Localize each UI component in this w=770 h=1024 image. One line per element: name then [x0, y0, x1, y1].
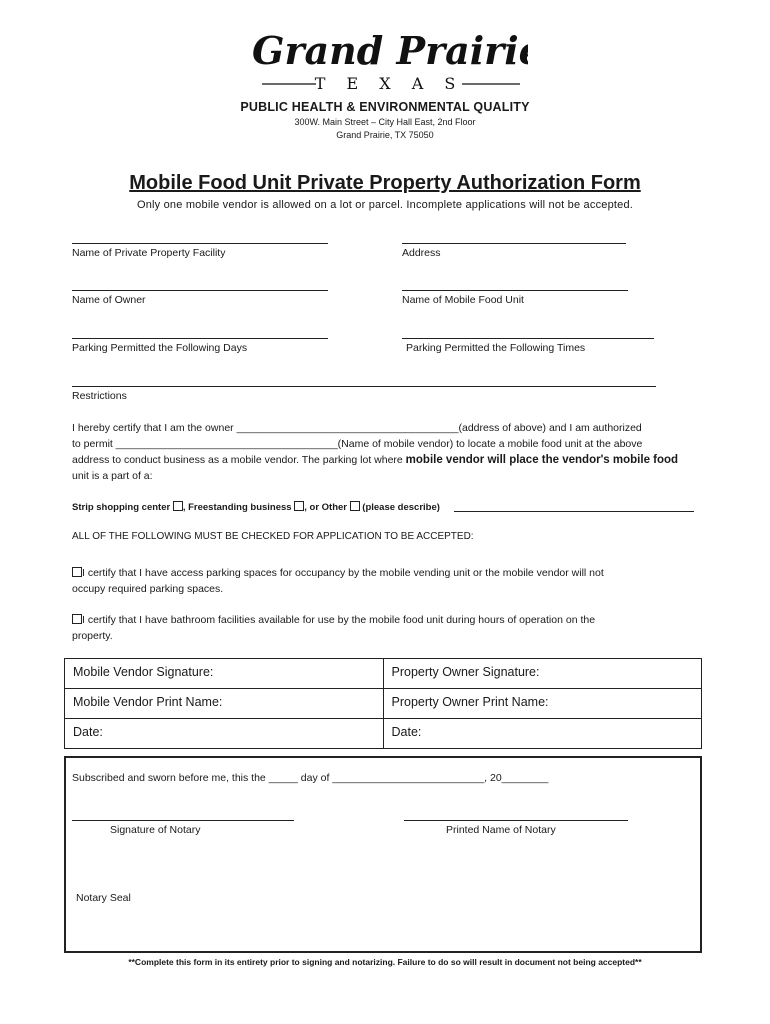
- logo-state: T E X A S: [314, 74, 464, 93]
- describe-label: (please describe): [362, 502, 440, 513]
- address-label: Address: [402, 247, 441, 259]
- facility-name-label: Name of Private Property Facility: [72, 247, 226, 259]
- freestanding-checkbox[interactable]: [294, 501, 304, 511]
- parking-days-label: Parking Permitted the Following Days: [72, 342, 248, 354]
- strip-center-label: Strip shopping center: [72, 502, 171, 513]
- bathroom-certification: [72, 612, 702, 644]
- owner-name-field[interactable]: [72, 290, 328, 291]
- other-label: or Other: [309, 502, 347, 513]
- bathroom-cert-line-2: property.: [72, 630, 113, 642]
- notary-signature-label: Signature of Notary: [110, 824, 201, 836]
- vendor-date-cell[interactable]: Date:: [65, 719, 384, 749]
- parking-days-field[interactable]: [72, 338, 328, 339]
- notary-signature-field[interactable]: [72, 820, 294, 821]
- notary-section: [64, 756, 702, 953]
- strip-center-checkbox[interactable]: [173, 501, 183, 511]
- parking-cert-line-2: occupy required parking spaces.: [72, 583, 224, 595]
- address-line-2: Grand Prairie, TX 75050: [336, 130, 434, 140]
- owner-print-name-cell[interactable]: Property Owner Print Name:: [383, 689, 702, 719]
- restrictions-field[interactable]: [72, 386, 656, 387]
- owner-name-label: Name of Owner: [72, 294, 146, 306]
- mobile-food-unit-field[interactable]: [402, 290, 628, 291]
- notary-printed-name-label: Printed Name of Notary: [446, 824, 556, 836]
- parking-times-label: Parking Permitted the Following Times: [406, 342, 586, 354]
- form-title: Mobile Food Unit Private Property Authorization Form: [129, 172, 641, 194]
- vendor-signature-cell[interactable]: Mobile Vendor Signature:: [65, 659, 384, 689]
- other-description-field[interactable]: [454, 511, 694, 512]
- bathroom-cert-line-1: I certify that I have bathroom facilities available for use by the mobile food unit during hours of operation on the: [82, 614, 596, 626]
- address-line-1: 300W. Main Street – City Hall East, 2nd Floor: [294, 117, 476, 127]
- certify-line-3: [72, 452, 702, 468]
- facility-name-field[interactable]: [72, 243, 328, 244]
- parking-certification: [72, 565, 702, 597]
- bathroom-checkbox[interactable]: [72, 614, 82, 624]
- notary-seal-label: Notary Seal: [76, 892, 131, 904]
- logo-wordmark: Grand Prairie: [252, 28, 528, 73]
- restrictions-label: Restrictions: [72, 390, 127, 402]
- agency-name: PUBLIC HEALTH & ENVIRONMENTAL QUALITY: [240, 100, 530, 114]
- certify-line-3-text: address to conduct business as a mobile vendor. The parking lot where: [72, 454, 406, 466]
- mobile-food-unit-label: Name of Mobile Food Unit: [402, 294, 524, 306]
- owner-signature-cell[interactable]: Property Owner Signature:: [383, 659, 702, 689]
- certify-line-3-bold: mobile vendor will place the vendor's mobile food: [405, 454, 679, 466]
- parking-times-field[interactable]: [402, 338, 654, 339]
- lot-type-row: Strip shopping center , Freestanding business , or Other (please describe): [72, 502, 440, 513]
- vendor-print-name-cell[interactable]: Mobile Vendor Print Name:: [65, 689, 384, 719]
- grand-prairie-logo: [248, 22, 528, 102]
- certify-line-4: unit is a part of a:: [72, 470, 153, 482]
- footer-note: **Complete this form in its entirety prior to signing and notarizing. Failure to do so will result in document not being accepted**: [128, 957, 642, 967]
- notary-printed-name-field[interactable]: [404, 820, 628, 821]
- other-checkbox[interactable]: [350, 501, 360, 511]
- certify-line-1: I hereby certify that I am the owner ______________________________________(address of above) and I am authorized: [72, 422, 642, 434]
- form-subtitle: Only one mobile vendor is allowed on a lot or parcel. Incomplete applications will not be accepted.: [136, 199, 634, 211]
- owner-date-cell[interactable]: Date:: [383, 719, 702, 749]
- sworn-statement: Subscribed and sworn before me, this the _____ day of __________________________, 20________: [72, 772, 549, 784]
- parking-cert-line-1: I certify that I have access parking spaces for occupancy by the mobile vending unit or the mobile vendor will not: [82, 567, 604, 579]
- certification-paragraph: [72, 420, 702, 484]
- freestanding-label: Freestanding business: [188, 502, 292, 513]
- certify-line-2: to permit ______________________________________(Name of mobile vendor) to locate a mobile food unit at the above: [72, 438, 643, 450]
- all-following-heading: ALL OF THE FOLLOWING MUST BE CHECKED FOR APPLICATION TO BE ACCEPTED:: [72, 531, 474, 542]
- signature-table: [64, 658, 702, 749]
- address-field[interactable]: [402, 243, 626, 244]
- parking-checkbox[interactable]: [72, 567, 82, 577]
